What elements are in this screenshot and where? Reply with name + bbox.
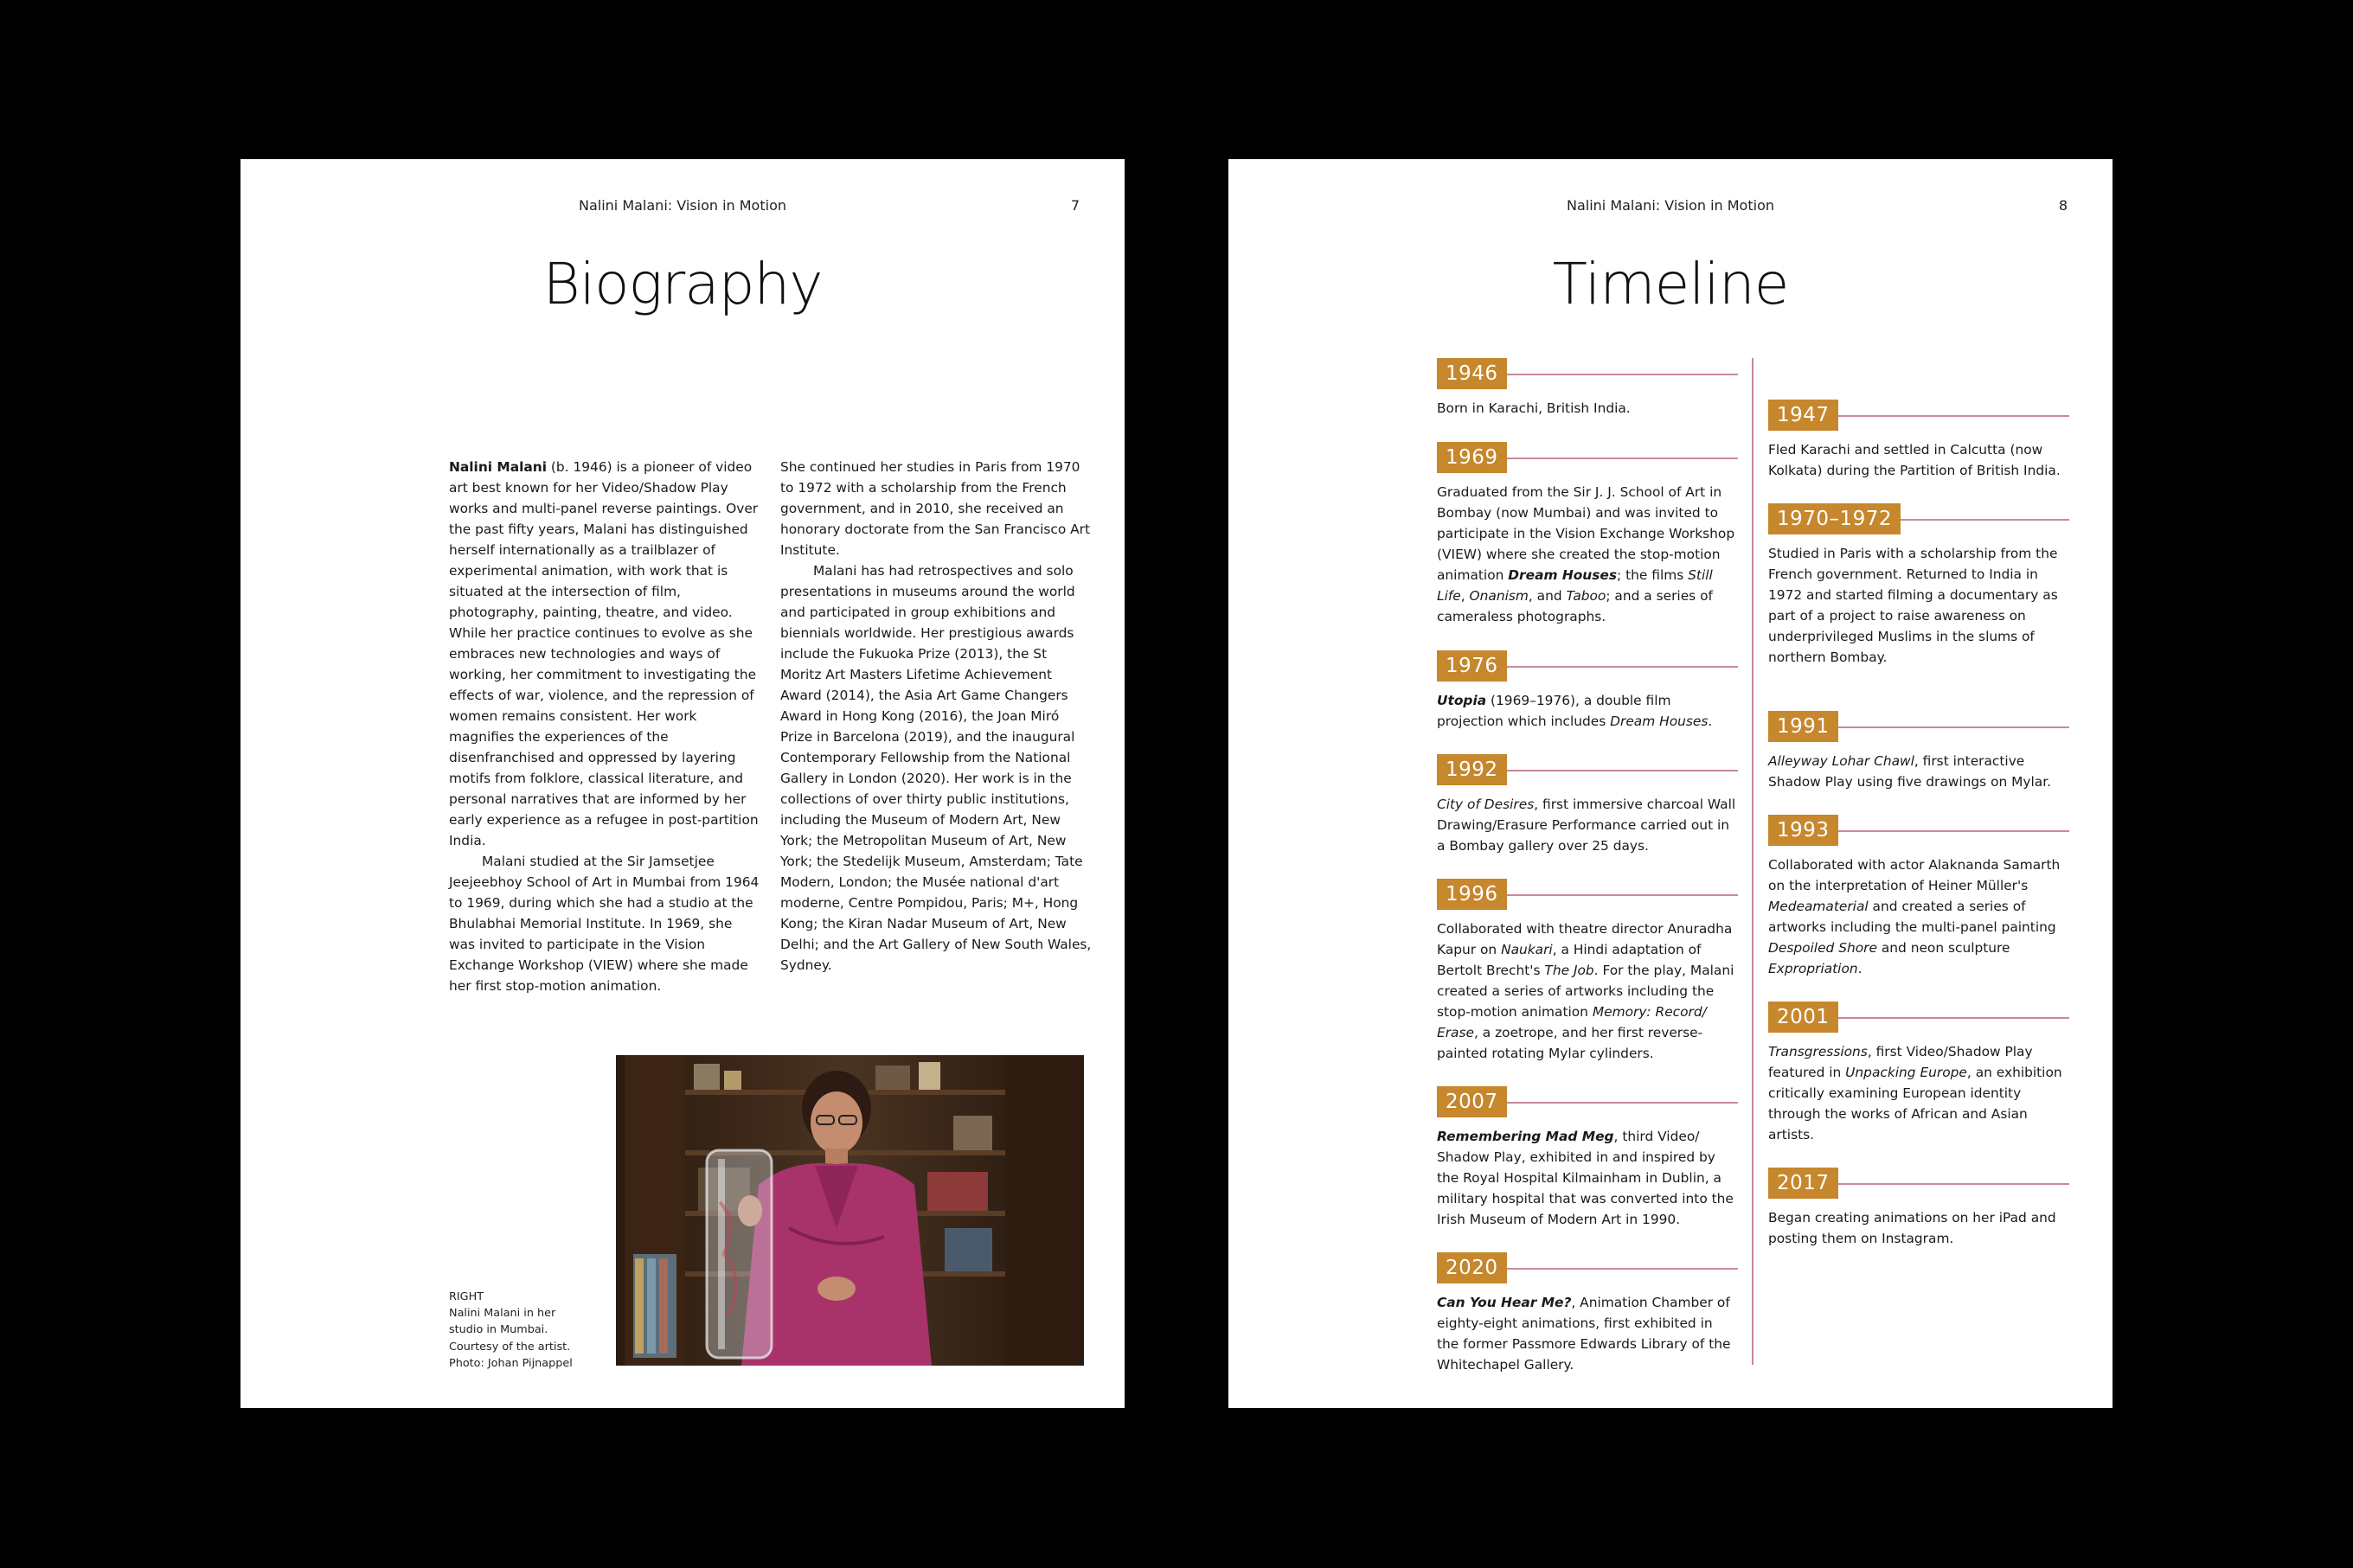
work-title: Expropriation xyxy=(1768,961,1858,976)
year-badge: 1976 xyxy=(1437,650,1507,682)
year-row xyxy=(1437,1086,1738,1119)
work-title: Memory: Record/ Erase xyxy=(1437,1004,1707,1040)
page-title: Timeline xyxy=(1552,251,1789,317)
entry-text: , xyxy=(1460,588,1470,604)
entry-text: , Animation Chamber of eighty-eight animations, first exhibited in the former Passmore Edwards Library of the Whitechapel Gallery. xyxy=(1437,1295,1731,1373)
biography-page xyxy=(240,159,1125,1408)
caption-line: Nalini Malani in her xyxy=(449,1307,556,1321)
entry-description xyxy=(1437,482,1738,627)
entry-description xyxy=(1768,439,2069,481)
year-badge: 1993 xyxy=(1768,815,1838,846)
work-title-bold: Utopia xyxy=(1437,693,1487,708)
timeline-entry xyxy=(1437,442,1738,627)
entry-description xyxy=(1437,690,1738,732)
entry-text: , first Video/Shadow Play featured in xyxy=(1768,1044,2033,1080)
bio-text: (b. 1946) is a pioneer of video art best known for her Video/Shadow Play works and multi-panel reverse paintings. Over the past fifty years, Malani has distinguished herself internationally as a trailblazer of experimental animation, with work that is situated at the intersection of film, photography, painting, theatre, and video. While her practice continues to evolve as she embraces new technologies and ways of working, her commitment to investigating the effects of war, violence, and the repression of women remains consistent. Her work magnifies the experiences of the disenfranchised and oppressed by layering motifs from folklore, classical literature, and personal narratives that are informed by her early experience as a refugee in post-partition India. xyxy=(449,459,759,848)
work-title: Transgressions xyxy=(1768,1044,1868,1059)
entry-description xyxy=(1437,1292,1738,1375)
entry-text: , first immersive charcoal Wall Drawing/Erasure Performance carried out in a Bombay gallery over 25 days. xyxy=(1437,797,1736,854)
caption-line: studio in Mumbai. xyxy=(449,1323,548,1337)
entry-text: , and xyxy=(1528,588,1567,604)
year-badge: 1991 xyxy=(1768,711,1838,742)
work-title: City of Desires xyxy=(1437,797,1535,812)
year-row xyxy=(1437,650,1738,683)
artist-name: Nalini Malani xyxy=(449,459,548,475)
year-row xyxy=(1437,358,1738,391)
photo-caption xyxy=(449,1289,587,1372)
year-row xyxy=(1768,1168,2069,1200)
caption-label: RIGHT xyxy=(449,1290,484,1303)
work-title: Naukari xyxy=(1501,942,1553,957)
timeline-entry xyxy=(1437,650,1738,732)
entry-text: , a Hindi adaptation of Bertolt Brecht's xyxy=(1437,942,1702,978)
page-title: Biography xyxy=(542,251,823,317)
year-row xyxy=(1768,400,2069,432)
entry-text: Began creating animations on her iPad and posting them on Instagram. xyxy=(1768,1210,2056,1246)
work-title: Alleyway Lohar Chawl xyxy=(1768,753,1914,769)
timeline-entry xyxy=(1768,815,2069,979)
entry-text: ; and a series of cameraless photographs. xyxy=(1437,588,1713,624)
entry-description xyxy=(1768,543,2069,668)
year-row xyxy=(1437,442,1738,475)
running-title: Nalini Malani: Vision in Motion xyxy=(1566,197,1774,214)
timeline-entry xyxy=(1768,400,2069,481)
page-number: 8 xyxy=(2058,197,2068,214)
entry-text: . xyxy=(1857,961,1863,976)
entry-description xyxy=(1768,1041,2069,1145)
work-title-bold: Can You Hear Me? xyxy=(1437,1295,1572,1310)
work-title: Onanism xyxy=(1469,588,1529,604)
entry-text: Born in Karachi, British India. xyxy=(1437,400,1631,416)
year-badge: 1996 xyxy=(1437,879,1507,910)
entry-text: Graduated from the Sir J. J. School of Art in Bombay (now Mumbai) and was invited to participate in the Vision Exchange Workshop (VIEW) where she created the stop-motion animation xyxy=(1437,484,1735,583)
entry-description xyxy=(1768,1207,2069,1249)
bio-paragraph xyxy=(449,457,760,851)
entry-description xyxy=(1437,794,1738,856)
timeline-page xyxy=(1228,159,2113,1408)
entry-text: . For the play, Malani created a series of artworks including the stop-motion animation xyxy=(1437,963,1734,1020)
caption-line: Courtesy of the artist. xyxy=(449,1340,571,1354)
entry-text: Fled Karachi and settled in Calcutta (now Kolkata) during the Partition of British India. xyxy=(1768,442,2061,478)
year-badge: 2017 xyxy=(1768,1168,1838,1199)
year-badge: 1970–1972 xyxy=(1768,503,1901,534)
entry-text: ; the films xyxy=(1617,567,1689,583)
entry-text: . xyxy=(1708,714,1713,729)
page-number: 7 xyxy=(1070,197,1080,214)
year-row xyxy=(1437,754,1738,787)
bio-paragraph: Malani studied at the Sir Jamsetjee Jeejeebhoy School of Art in Mumbai from 1964 to 1969, during which she had a studio at the Bhulabhai Memorial Institute. In 1969, she was invited to participate in the Vision Exchange Workshop (VIEW) where she made her first stop-motion animation. xyxy=(449,854,760,994)
year-row xyxy=(1768,711,2069,744)
entry-description xyxy=(1768,854,2069,979)
timeline-entry xyxy=(1437,754,1738,856)
year-row xyxy=(1437,879,1738,912)
work-title: Taboo xyxy=(1566,588,1606,604)
timeline-entry xyxy=(1768,503,2069,668)
year-row xyxy=(1437,1252,1738,1285)
work-title: Still Life xyxy=(1437,567,1713,604)
bio-column-1 xyxy=(449,457,760,996)
entry-text: Studied in Paris with a scholarship from the French government. Returned to India in 1972 and started filming a documentary as part of a project to raise awareness on underprivileged Muslims in the slums of northern Bombay. xyxy=(1768,546,2058,665)
entry-text: Collaborated with actor Alaknanda Samarth on the interpretation of Heiner Müller's xyxy=(1768,857,2061,893)
entry-text: Collaborated with theatre director Anuradha Kapur on xyxy=(1437,921,1733,957)
year-badge: 2001 xyxy=(1768,1002,1838,1033)
entry-text: , an exhibition critically examining European identity through the works of African and Asian artists. xyxy=(1768,1065,2062,1142)
year-row xyxy=(1768,503,2069,536)
entry-text: , third Video/ Shadow Play, exhibited in and inspired by the Royal Hospital Kilmainham in Dublin, a military hospital that was converted into the Irish Museum of Modern Art in 1990. xyxy=(1437,1129,1734,1227)
work-title-bold: Dream Houses xyxy=(1508,567,1618,583)
work-title: Despoiled Shore xyxy=(1768,940,1877,956)
year-badge: 1969 xyxy=(1437,442,1507,473)
entry-text: (1969–1976), a double film projection which includes xyxy=(1437,693,1671,729)
work-title: Medeamaterial xyxy=(1768,899,1869,914)
year-row xyxy=(1768,1002,2069,1034)
entry-description xyxy=(1768,751,2069,792)
timeline-entry xyxy=(1768,1168,2069,1249)
work-title: The Job xyxy=(1544,963,1594,978)
timeline-entry xyxy=(1437,1086,1738,1230)
caption-line: Photo: Johan Pijnappel xyxy=(449,1356,573,1370)
bio-paragraph: She continued her studies in Paris from 1970 to 1972 with a scholarship from the French government, and in 2010, she received an honorary doctorate from the San Francisco Art Institute. xyxy=(780,459,1091,558)
year-badge: 1992 xyxy=(1437,754,1507,785)
work-title: Dream Houses xyxy=(1610,714,1709,729)
year-badge: 2007 xyxy=(1437,1086,1507,1117)
work-title-bold: Remembering Mad Meg xyxy=(1437,1129,1614,1144)
entry-description xyxy=(1437,918,1738,1064)
entry-text: , first interactive Shadow Play using five drawings on Mylar. xyxy=(1768,753,2052,790)
timeline-entry xyxy=(1437,1252,1738,1375)
entry-description xyxy=(1437,1126,1738,1230)
entry-text: and created a series of artworks including the multi-panel painting xyxy=(1768,899,2056,935)
year-badge: 1947 xyxy=(1768,400,1838,431)
timeline-entry xyxy=(1437,879,1738,1064)
entry-description xyxy=(1437,398,1738,419)
running-title: Nalini Malani: Vision in Motion xyxy=(578,197,786,214)
year-row xyxy=(1768,815,2069,848)
entry-text: , a zoetrope, and her first reverse-painted rotating Mylar cylinders. xyxy=(1437,1025,1703,1061)
year-badge: 2020 xyxy=(1437,1252,1507,1283)
entry-text: and neon sculpture xyxy=(1876,940,2010,956)
year-badge: 1946 xyxy=(1437,358,1507,389)
timeline-entry xyxy=(1768,711,2069,792)
bio-paragraph: Malani has had retrospectives and solo presentations in museums around the world and participated in group exhibitions and biennials worldwide. Her prestigious awards include the Fukuoka Prize (2013), the St Moritz Art Masters Lifetime Achievement Award (2014), the Asia Art Game Changers Award in Hong Kong (2016), the Joan Miró Prize in Barcelona (2019), and the inaugural Contemporary Fellowship from the National Gallery in London (2020). Her work is in the collections of over thirty public institutions, including the Museum of Modern Art, New York; the Metropolitan Museum of Art, New York; the Stedelijk Museum, Amsterdam; Tate Modern, London; the Musée national d'art moderne, Centre Pompidou, Paris; M+, Hong Kong; the Kiran Nadar Museum of Art, New Delhi; and the Art Gallery of New South Wales, Sydney. xyxy=(780,563,1092,973)
work-title: Unpacking Europe xyxy=(1845,1065,1967,1080)
timeline-entry xyxy=(1437,358,1738,419)
timeline-divider xyxy=(1752,358,1754,1365)
artist-studio-photo xyxy=(616,1055,1084,1366)
bio-column-2 xyxy=(780,457,1092,976)
timeline-entry xyxy=(1768,1002,2069,1145)
